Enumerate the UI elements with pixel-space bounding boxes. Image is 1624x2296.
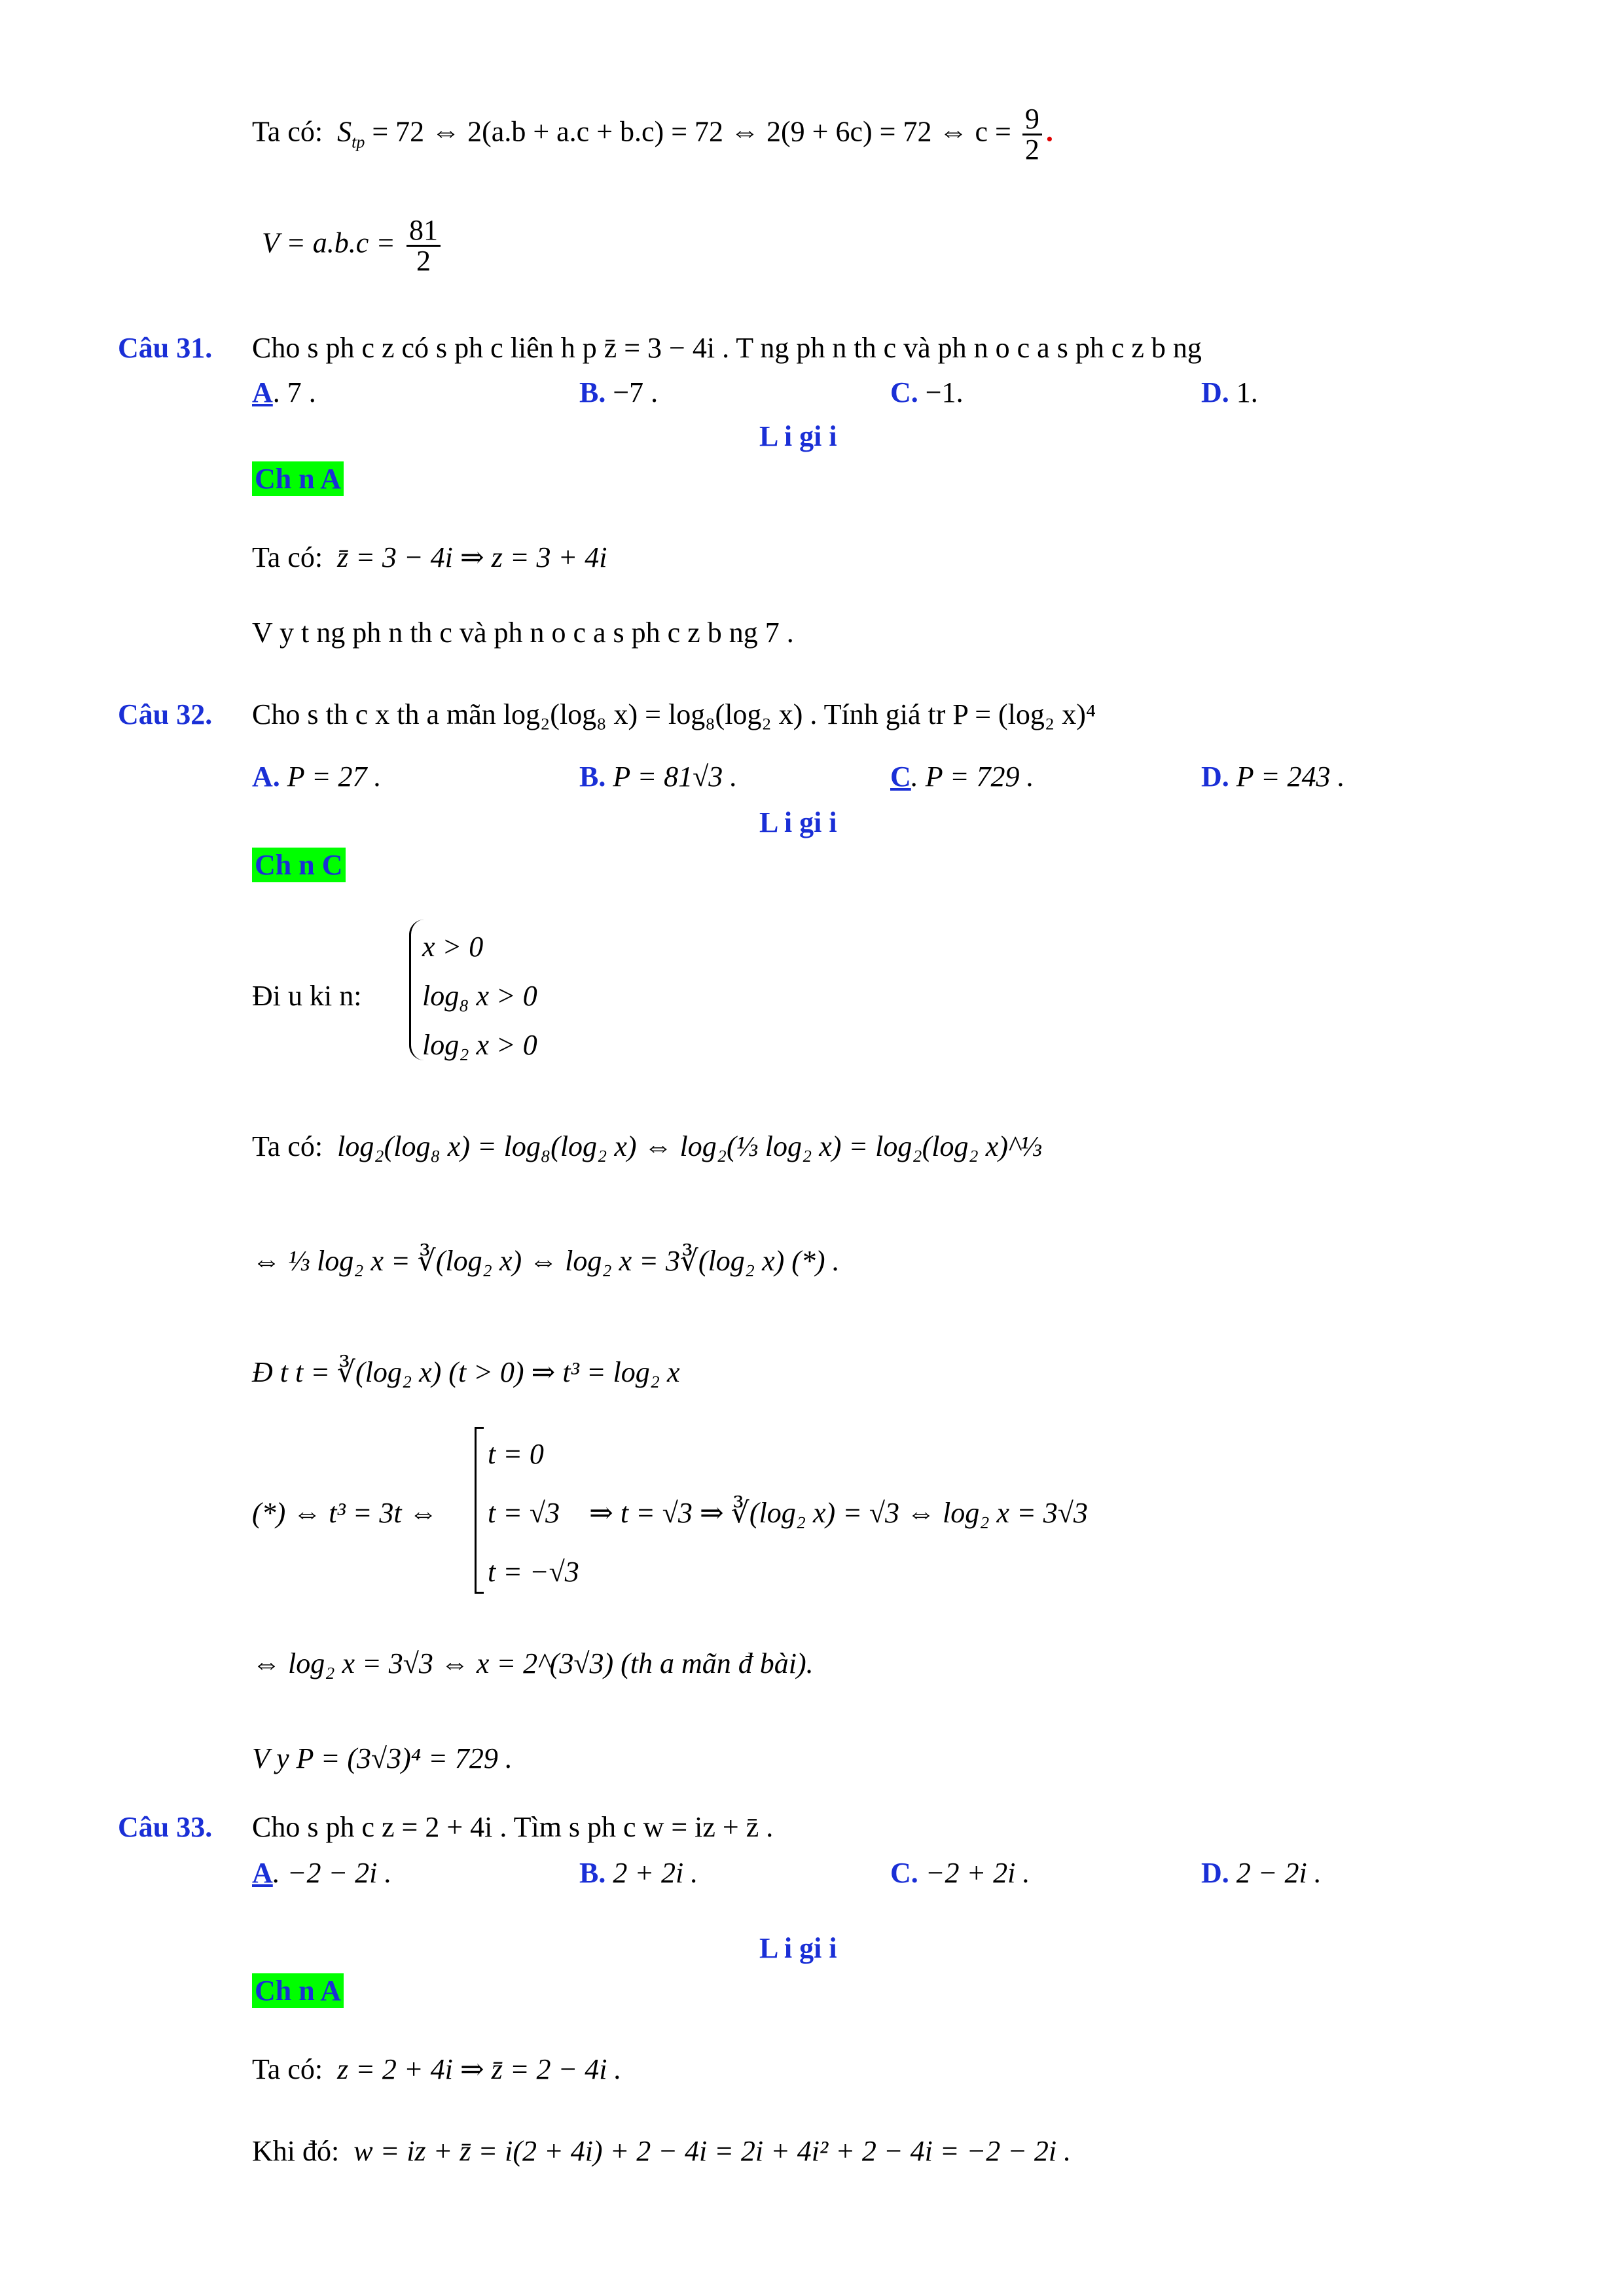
q33-solution-line-2: Khi đó: w = iz + z̄ = i(2 + 4i) + 2 − 4i = 2i + 4i² + 2 − 4i = −2 − 2i . [252, 2135, 1072, 2167]
question-32-label: Câu 32. [118, 698, 213, 730]
sa-area-equation: Ta có: $S_{tp} = 72$ ⇔ 2(a.b + a.c + b.c) = 72 ⇔ 2(9 + 6c) = 72 ⇔ c = $\frac{9}{2}$ . [252, 103, 1053, 166]
condition-line-1: x > 0 [422, 931, 484, 963]
q32-option-d: D. P = 243 . [1201, 761, 1345, 793]
q32-solution-title: L i gi i [759, 806, 837, 838]
volume-equation: V = a.b.c = $\frac{81}{2}$ [262, 216, 444, 276]
q32-option-a: A. P = 27 . [252, 761, 382, 793]
q32-equation-6: V y P = (3√3)⁴ = 729 . [252, 1742, 513, 1774]
q33-option-a: A. −2 − 2i . [252, 1857, 392, 1889]
question-31-stem: Cho s ph c z có s ph c liên h p z̄ = 3 − 4i . T ng ph n th c và ph n o c a s ph c z b ng [252, 332, 1202, 364]
q32-option-c: C. P = 729 . [890, 761, 1034, 793]
q31-solution-line-2: V y t ng ph n th c và ph n o c a s ph c z b ng 7 . [252, 617, 794, 649]
question-33-stem: Cho s ph c z = 2 + 4i . Tìm s ph c w = iz + z̄ . [252, 1811, 774, 1843]
case-3: t = −√3 [488, 1556, 579, 1588]
q32-equation-2: ⇔ ⅓ log₂ x = ∛(log₂ x) ⇔ log₂ x = 3∛(log₂ x) (*) . [252, 1245, 840, 1277]
q31-option-c: C. −1. [890, 376, 964, 408]
q32-equation-5: ⇔ log₂ x = 3√3 ⇔ x = 2^(3√3) (th a mãn đ bài). [252, 1647, 814, 1679]
case-2: t = √3 [488, 1497, 560, 1529]
q31-option-b: B. −7 . [579, 376, 659, 408]
q32-choice: Ch n C [252, 851, 346, 880]
q33-choice: Ch n A [252, 1977, 344, 2005]
question-31-label: Câu 31. [118, 332, 213, 364]
q33-solution-title: L i gi i [759, 1932, 837, 1964]
question-32-stem: Cho s th c x th a mãn log₂(log₈ x) = log₈(log₂ x) . Tính giá tr P = (log₂ x)⁴ [252, 698, 1096, 730]
question-33-label: Câu 33. [118, 1811, 213, 1843]
q32-condition-label: Đi u ki n: [252, 980, 362, 1012]
condition-line-3: log₂ x > 0 [422, 1029, 537, 1061]
q32-equation-4-left: (*) ⇔ t³ = 3t ⇔ [252, 1497, 438, 1529]
q33-option-c: C. −2 + 2i . [890, 1857, 1030, 1889]
q31-choice: Ch n A [252, 465, 344, 493]
q33-solution-line-1: Ta có: z = 2 + 4i ⇒ z̄ = 2 − 4i . [252, 2053, 622, 2085]
condition-line-2: log₈ x > 0 [422, 980, 537, 1012]
q31-solution-title: L i gi i [759, 420, 837, 452]
case-1: t = 0 [488, 1438, 544, 1470]
cases-bracket [475, 1427, 477, 1594]
q32-equation-4-right: ⇒ t = √3 ⇒ ∛(log₂ x) = √3 ⇔ log₂ x = 3√3 [589, 1497, 1088, 1529]
q33-option-b: B. 2 + 2i . [579, 1857, 698, 1889]
q31-solution-line-1: Ta có: z̄ = 3 − 4i ⇒ z = 3 + 4i [252, 541, 607, 573]
q31-option-a: A. 7 . [252, 376, 316, 408]
q32-option-b: B. P = 81√3 . [579, 761, 738, 793]
q32-equation-1: Ta có: log₂(log₈ x) = log₈(log₂ x) ⇔ log₂(⅓ log₂ x) = log₂(log₂ x)^⅓ [252, 1130, 1042, 1162]
cases-bracket-top [475, 1427, 484, 1429]
q31-option-d: D. 1. [1201, 376, 1258, 408]
q33-option-d: D. 2 − 2i . [1201, 1857, 1322, 1889]
q32-equation-3: Đ t t = ∛(log₂ x) (t > 0) ⇒ t³ = log₂ x [252, 1356, 680, 1388]
cases-bracket-bottom [475, 1592, 484, 1594]
